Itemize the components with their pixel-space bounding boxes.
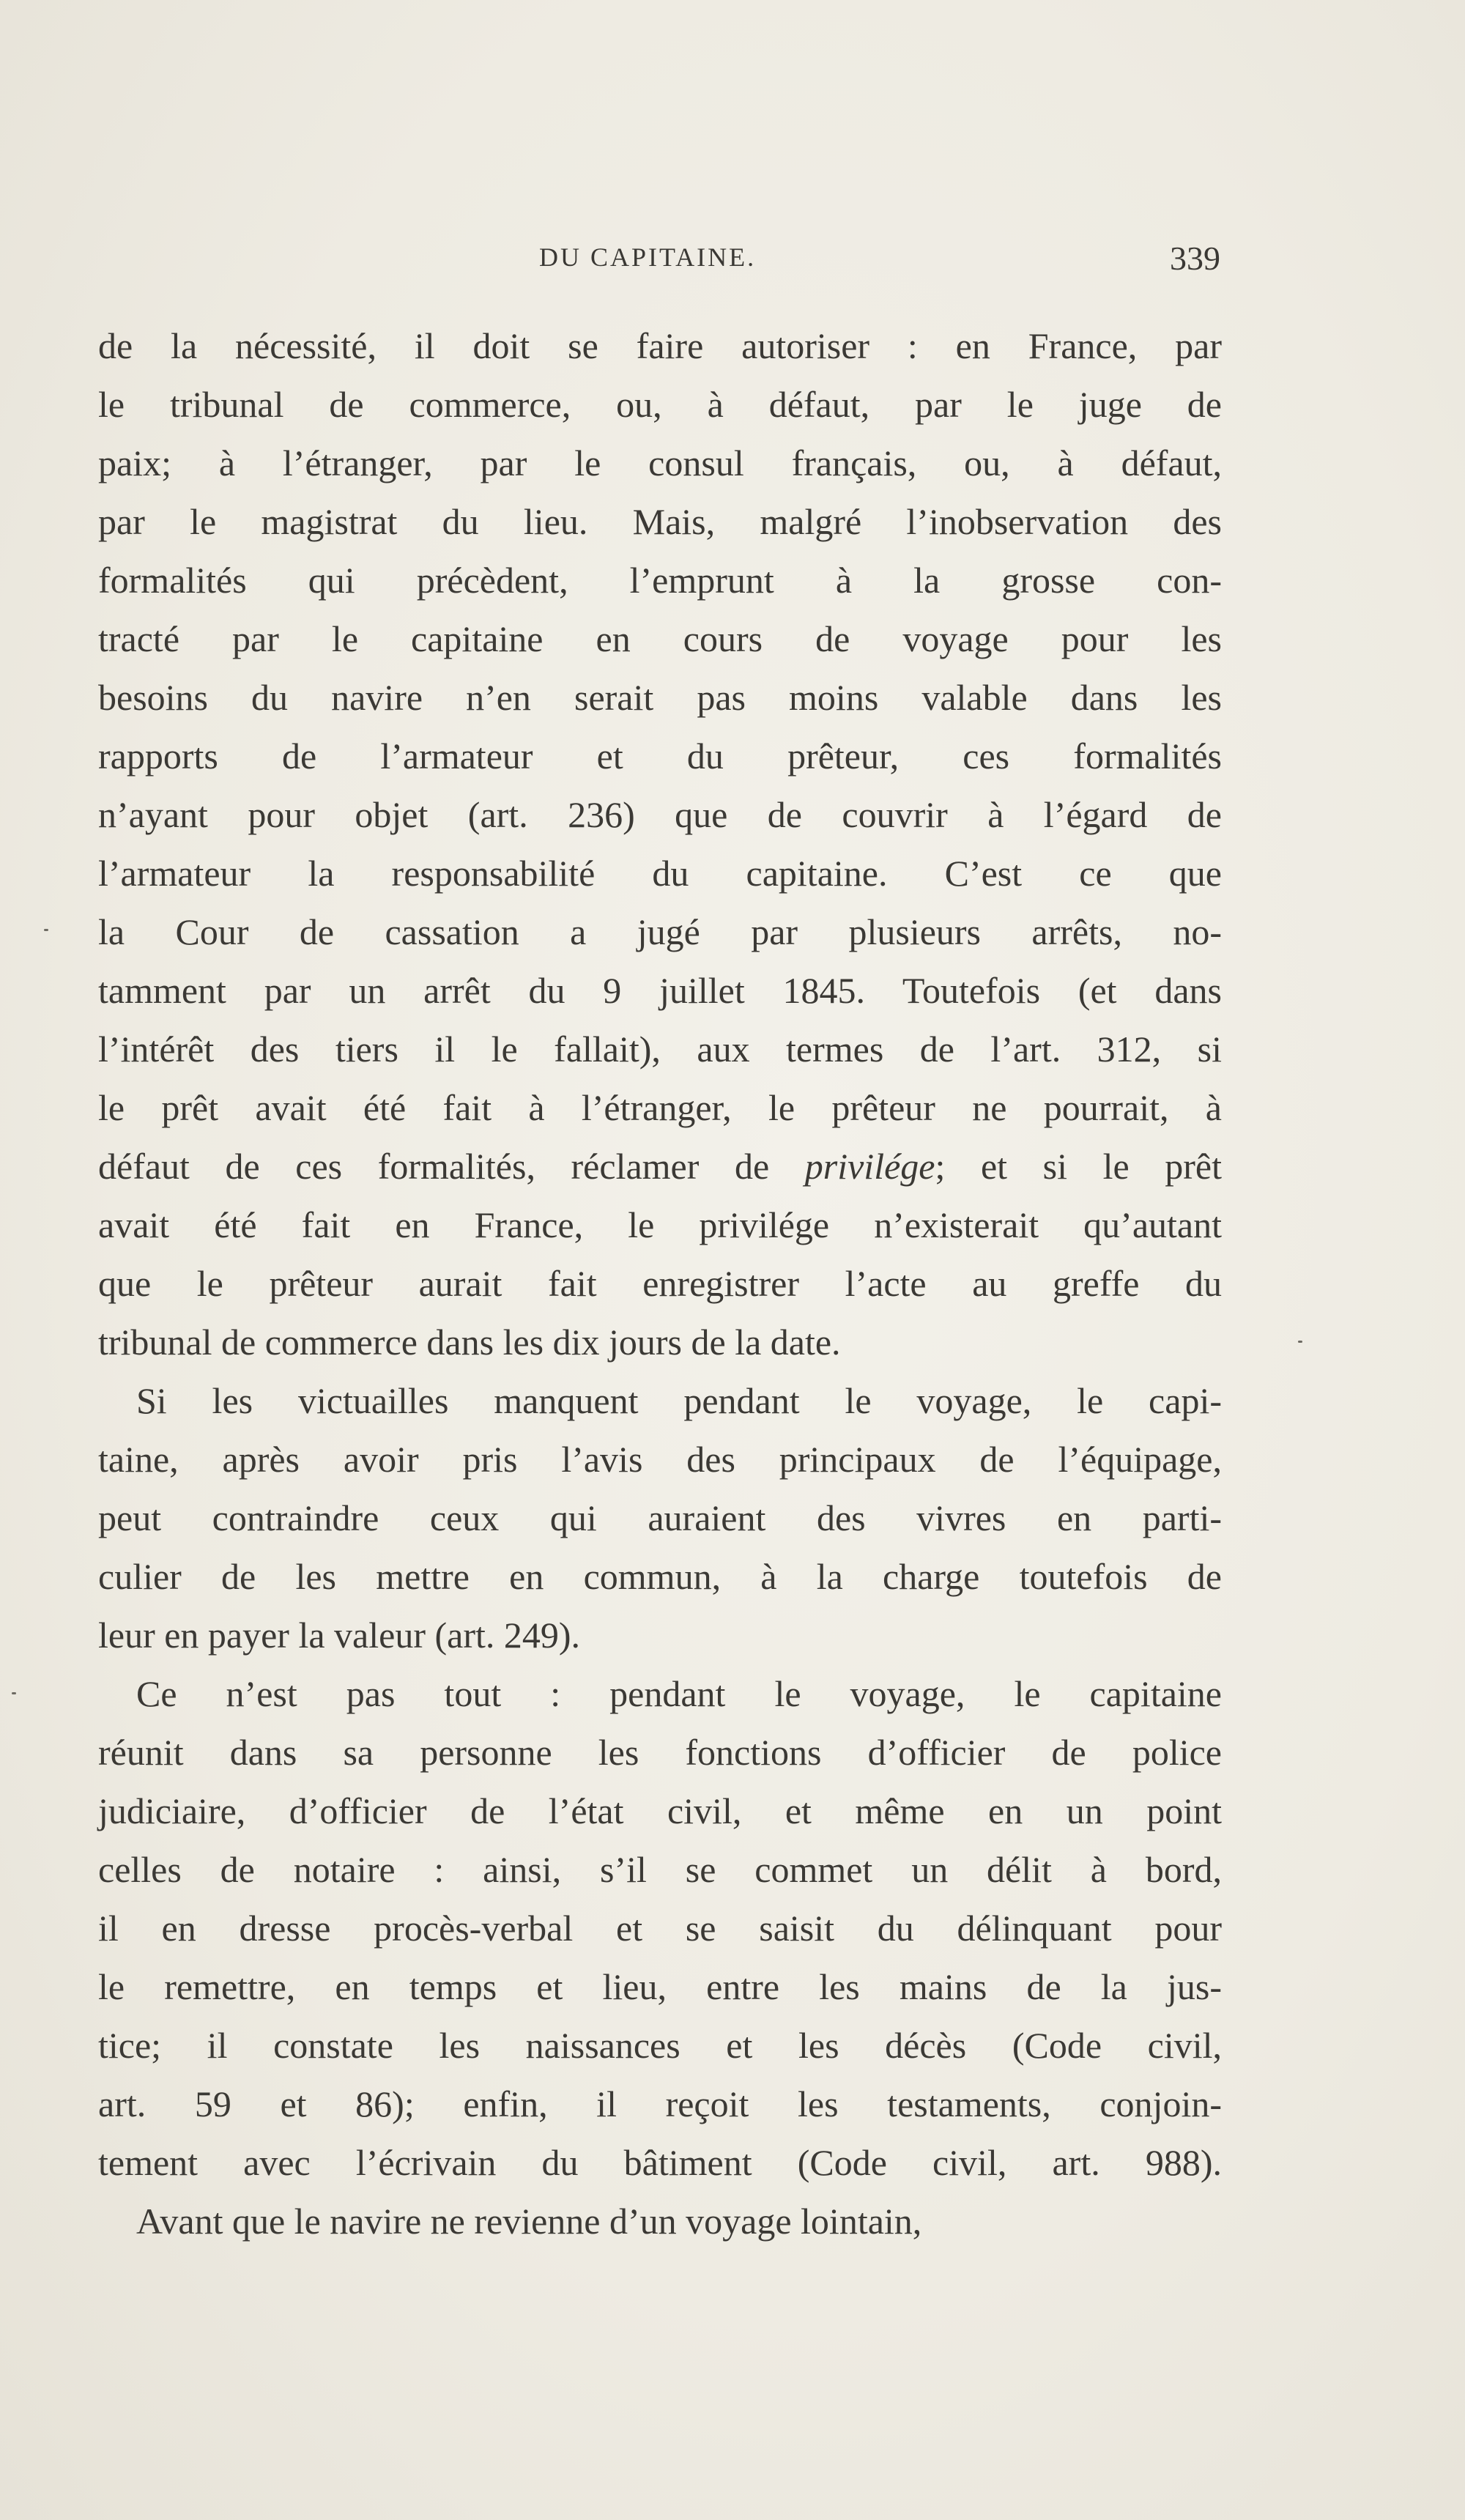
text-line: tribunal de commerce dans les dix jours de la date. <box>98 1322 841 1363</box>
text-line: l’armateur la responsabilité du capitaine. C’est ce que <box>98 853 1222 894</box>
paper-speck <box>12 1692 16 1694</box>
paper-speck <box>1298 1341 1302 1343</box>
text-line: celles de notaire : ainsi, s’il se commet un délit à bord, <box>98 1849 1222 1890</box>
text-line: tracté par le capitaine en cours de voyage pour les <box>98 618 1222 659</box>
text-line: le prêt avait été fait à l’étranger, le prêteur ne pourrait, à <box>98 1087 1222 1128</box>
text-line: l’intérêt des tiers il le fallait), aux termes de l’art. 312, si <box>98 1029 1222 1070</box>
text-line: leur en payer la valeur (art. 249). <box>98 1615 581 1656</box>
body-text <box>98 316 1222 2250</box>
text-line: par le magistrat du lieu. Mais, malgré l’inobservation des <box>98 501 1222 542</box>
text-line: de la nécessité, il doit se faire autoriser : en France, par <box>98 325 1222 366</box>
text-line: tice; il constate les naissances et les décès (Code civil, <box>98 2025 1222 2066</box>
text-line: art. 59 et 86); enfin, il reçoit les testaments, conjoin- <box>98 2083 1222 2124</box>
text-line: le tribunal de commerce, ou, à défaut, par le juge de <box>98 384 1222 425</box>
text-line: judiciaire, d’officier de l’état civil, et même en un point <box>98 1790 1222 1831</box>
text-line: besoins du navire n’en serait pas moins valable dans les <box>98 677 1222 718</box>
text-line-italic-term <box>98 1137 1222 1196</box>
text-line: culier de les mettre en commun, à la charge toutefois de <box>98 1556 1222 1597</box>
text-line: le remettre, en temps et lieu, entre les mains de la jus- <box>98 1966 1222 2007</box>
text-line: formalités qui précèdent, l’emprunt à la grosse con- <box>98 560 1222 601</box>
line-fragment: ; et si le prêt <box>935 1146 1222 1187</box>
text-line: taine, après avoir pris l’avis des principaux de l’équipage, <box>98 1439 1222 1480</box>
text-line: la Cour de cassation a jugé par plusieurs arrêts, no- <box>98 911 1222 952</box>
running-head <box>100 242 1220 286</box>
text-line: paix; à l’étranger, par le consul français, ou, à défaut, <box>98 442 1222 483</box>
running-title: DU CAPITAINE. <box>539 242 757 272</box>
text-line: n’ayant pour objet (art. 236) que de couvrir à l’égard de <box>98 794 1222 835</box>
line-fragment: défaut de ces formalités, réclamer de <box>98 1146 805 1187</box>
italic-term: privilége <box>804 1146 935 1187</box>
page-number: 339 <box>1170 240 1220 277</box>
text-line: Ce n’est pas tout : pendant le voyage, le capitaine <box>136 1673 1222 1714</box>
text-line: tamment par un arrêt du 9 juillet 1845. Toutefois (et dans <box>98 970 1222 1011</box>
text-line: rapports de l’armateur et du prêteur, ces formalités <box>98 735 1222 777</box>
text-line: peut contraindre ceux qui auraient des vivres en parti- <box>98 1497 1222 1538</box>
text-line: réunit dans sa personne les fonctions d’officier de police <box>98 1732 1222 1773</box>
text-line: Si les victuailles manquent pendant le voyage, le capi- <box>136 1380 1222 1421</box>
text-line: tement avec l’écrivain du bâtiment (Code civil, art. 988). <box>98 2142 1222 2183</box>
text-line: Avant que le navire ne revienne d’un voyage lointain, <box>136 2201 922 2242</box>
text-line: il en dresse procès-verbal et se saisit du délinquant pour <box>98 1908 1222 1949</box>
text-line: avait été fait en France, le privilége n’existerait qu’autant <box>98 1204 1222 1245</box>
paper-speck <box>44 929 48 931</box>
text-line: que le prêteur aurait fait enregistrer l’acte au greffe du <box>98 1263 1222 1304</box>
